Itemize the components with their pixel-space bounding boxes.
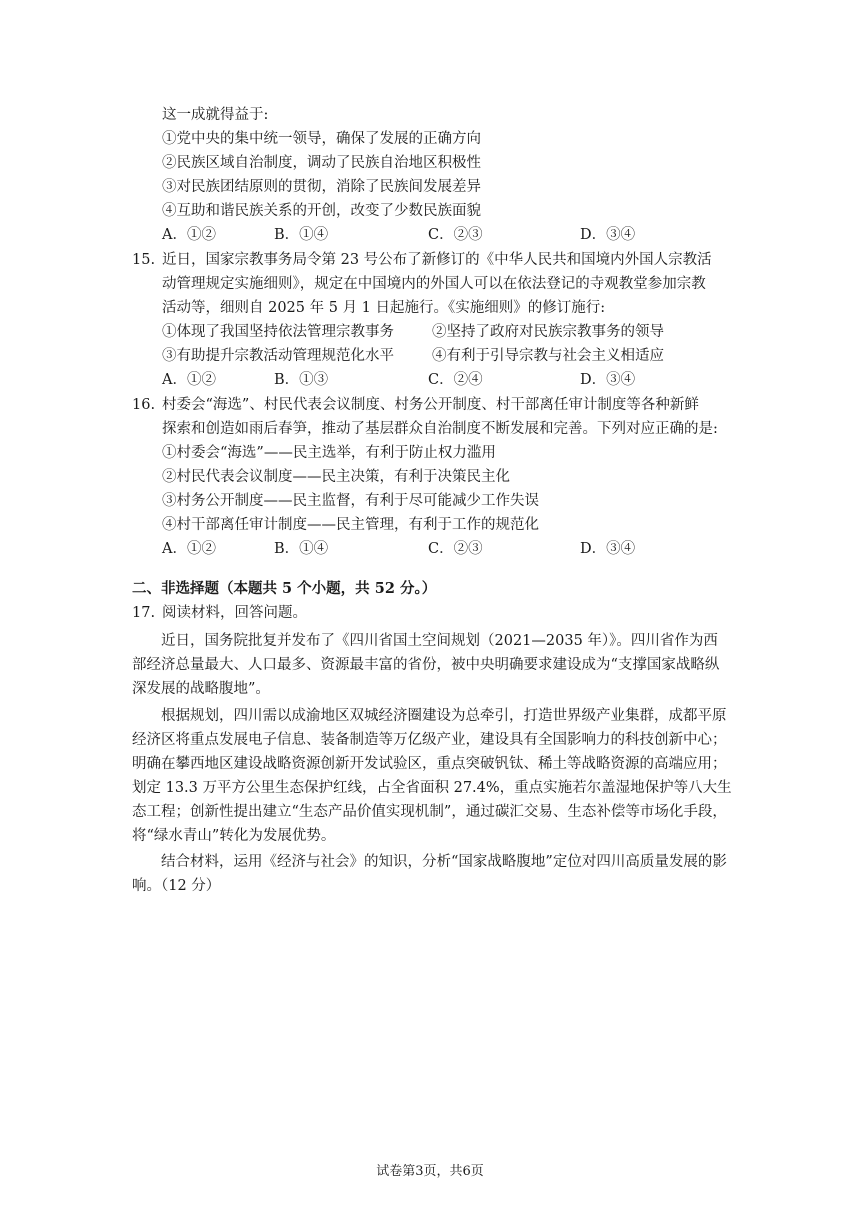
q16-stem-line-1: 村委会“海选”、村民代表会议制度、村务公开制度、村干部离任审计制度等各种新鲜 (162, 397, 699, 413)
q15-statement-4: ④有利于引导宗教与社会主义相适应 (432, 348, 664, 364)
q15-option-a[interactable]: A．①② (162, 372, 216, 388)
q16-statement-1: ①村委会“海选”——民主选举，有利于防止权力滥用 (162, 445, 496, 461)
q15-option-c[interactable]: C．②④ (428, 372, 483, 388)
q16-number: 16. (132, 397, 156, 413)
q15-stem-line-2: 动管理规定实施细则》，规定在中国境内的外国人可以在依法登记的寺观教堂参加宗教 (162, 276, 706, 292)
q17-question: 结合材料，运用《经济与社会》的知识，分析“国家战略腹地”定位对四川高质量发展的影响。（12 分） (132, 854, 727, 894)
q17-material-paragraph-2: 根据规划，四川需以成渝地区双城经济圈建设为总牵引，打造世界级产业集群，成都平原经济区将重点发展电子信息、装备制造等万亿级产业，建设具有全国影响力的科技创新中心；明确在攀西地区建设战略资源创新开发试验区，重点突破钒钛、稀土等战略资源的高端应用；划定 13.3 万平方公里生态保护红线，占全省面积 27.4%，重点实施若尔盖湿地保护等八大生态工程；创新性提出建立“生态产品价值实现机制”，通过碳汇交易、生态补偿等市场化手段，将“绿水青山”转化为发展优势。 (132, 708, 732, 844)
q14-statement-2: ②民族区域自治制度，调动了民族自治地区积极性 (162, 155, 481, 171)
q15-option-b[interactable]: B．①③ (274, 372, 329, 388)
q15-stem-line-1: 近日，国家宗教事务局令第 23 号公布了新修订的《中华人民共和国境内外国人宗教活 (162, 252, 712, 268)
q16-option-b[interactable]: B．①④ (274, 541, 329, 557)
q16-statement-4: ④村干部离任审计制度——民主管理，有利于工作的规范化 (162, 517, 539, 533)
q15-number: 15. (132, 252, 156, 268)
q15-option-d[interactable]: D．③④ (580, 372, 636, 388)
q14-options (162, 225, 682, 245)
q14-statement-3: ③对民族团结原则的贯彻，消除了民族间发展差异 (162, 179, 481, 195)
q17-number: 17. (132, 605, 156, 621)
q16-options (162, 539, 682, 559)
q14-option-a[interactable]: A．①② (162, 227, 216, 243)
q16-option-a[interactable]: A．①② (162, 541, 216, 557)
q14-statement-1: ①党中央的集中统一领导，确保了发展的正确方向 (162, 131, 481, 147)
q14-option-c[interactable]: C．②③ (428, 227, 483, 243)
q17-material-paragraph-1: 近日，国务院批复并发布了《四川省国土空间规划（2021—2035 年）》。四川省作为西部经济总量最大、人口最多、资源最丰富的省份，被中央明确要求建设成为“支撑国家战略纵深发展的战略腹地”。 (132, 633, 720, 697)
q15-statement-2: ②坚持了政府对民族宗教事务的领导 (432, 324, 664, 340)
q14-statement-4: ④互助和谐民族关系的开创，改变了少数民族面貌 (162, 203, 481, 219)
q16-option-d[interactable]: D．③④ (580, 541, 636, 557)
q15-statement-1: ①体现了我国坚持依法管理宗教事务 (162, 324, 394, 340)
section-heading: 二、非选择题（本题共 5 个小题，共 52 分。） (132, 580, 437, 597)
q14-option-d[interactable]: D．③④ (580, 227, 636, 243)
page-footer: 试卷第3页，共6页 (376, 1164, 484, 1179)
q15-options (162, 370, 682, 390)
q17-prompt: 阅读材料，回答问题。 (162, 605, 307, 621)
q15-statement-3: ③有助提升宗教活动管理规范化水平 (162, 348, 394, 364)
q16-option-c[interactable]: C．②③ (428, 541, 483, 557)
q16-statement-3: ③村务公开制度——民主监督，有利于尽可能减少工作失误 (162, 493, 539, 509)
q15-stem-line-3: 活动等，细则自 2025 年 5 月 1 日起施行。《实施细则》的修订施行: (162, 300, 606, 316)
q14-stem-tail: 这一成就得益于: (162, 107, 269, 123)
q14-option-b[interactable]: B．①④ (274, 227, 329, 243)
q16-statement-2: ②村民代表会议制度——民主决策，有利于决策民主化 (162, 469, 510, 485)
q16-stem-line-2: 探索和创造如雨后春笋，推动了基层群众自治制度不断发展和完善。下列对应正确的是: (162, 421, 718, 437)
